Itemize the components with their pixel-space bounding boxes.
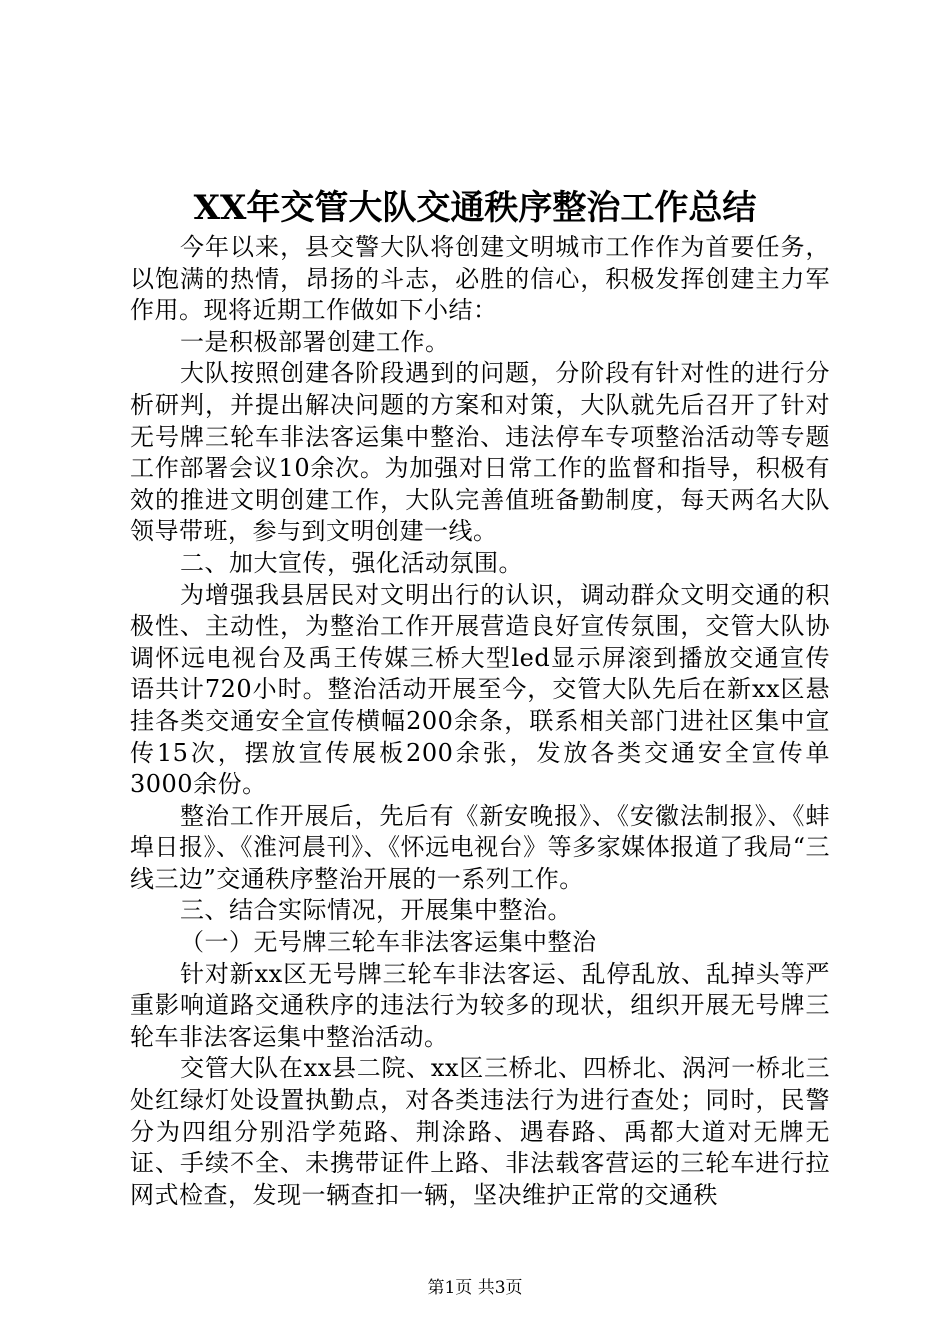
paragraph-tricycle: 针对新xx区无号牌三轮车非法客运、乱停乱放、乱掉头等严重影响道路交通秩序的违法行为较多的现状，组织开展无号牌三轮车非法客运集中整治活动。 [130,959,830,1051]
paragraph-checkpoints: 交管大队在xx县二院、xx区三桥北、四桥北、涡河一桥北三处红绿灯处设置执勤点，对各类违法行为进行查处；同时，民警分为四组分别沿学苑路、荆涂路、遇春路、禹都大道对无牌无证、手续不全、未携带证件上路、非法载客营运的三轮车进行拉网式检查，发现一辆查扣一辆，坚决维护正常的交通秩 [130,1054,830,1209]
section-heading-1: 一是积极部署创建工作。 [180,327,450,356]
section-heading-3: 三、结合实际情况，开展集中整治。 [180,896,572,925]
paragraph-intro: 今年以来，县交警大队将创建文明城市工作作为首要任务，以饱满的热情，昂扬的斗志，必胜的信心，积极发挥创建主力军作用。现将近期工作做如下小结： [130,233,830,325]
document-title: XX年交管大队交通秩序整治工作总结 [193,188,757,228]
document-body [130,232,830,1211]
paragraph-media: 整治工作开展后，先后有《新安晚报》、《安徽法制报》、《蚌埠日报》、《淮河晨刊》、《怀远电视台》等多家媒体报道了我局“三线三边”交通秩序整治开展的一系列工作。 [130,801,830,893]
paragraph-publicity: 为增强我县居民对文明出行的认识，调动群众文明交通的积极性、主动性，为整治工作开展营造良好宣传氛围，交管大队协调怀远电视台及禹王传媒三桥大型led显示屏滚到播放交通宣传语共计720小时。整治活动开展至今，交管大队先后在新xx区悬挂各类交通安全宣传横幅200余条，联系相关部门进社区集中宣传15次，摆放宣传展板200余张，发放各类交通安全宣传单3000余份。 [130,580,830,799]
subsection-heading-1: （一）无号牌三轮车非法客运集中整治 [180,928,597,957]
page-footer: 第1页 共3页 [427,1278,523,1298]
section-heading-2: 二、加大宣传，强化活动氛围。 [180,548,523,577]
paragraph-deployment: 大队按照创建各阶段遇到的问题，分阶段有针对性的进行分析研判，并提出解决问题的方案和对策，大队就先后召开了针对无号牌三轮车非法客运集中整治、违法停车专项整治活动等专题工作部署会议10余次。为加强对日常工作的监督和指导，积极有效的推进文明创建工作，大队完善值班备勤制度，每天两名大队领导带班，参与到文明创建一线。 [130,359,830,546]
